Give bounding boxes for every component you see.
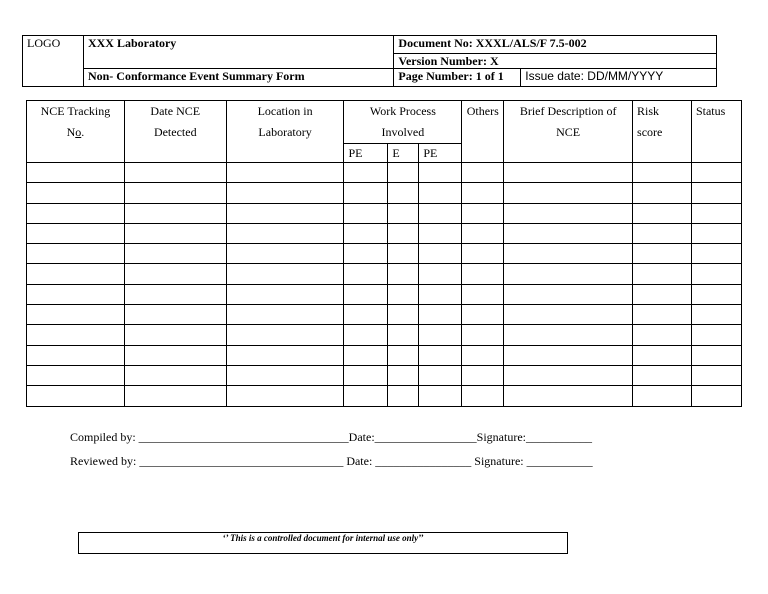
table-cell[interactable] xyxy=(344,163,388,183)
header-brief-description xyxy=(504,101,633,163)
table-cell[interactable] xyxy=(633,284,692,304)
table-cell[interactable] xyxy=(691,325,741,345)
subheader-e: E xyxy=(388,144,419,163)
page-number: Page Number: 1 of 1 xyxy=(394,69,521,87)
table-cell[interactable] xyxy=(504,345,633,365)
header-text: score xyxy=(637,125,663,139)
header-text: Laboratory xyxy=(258,125,312,139)
table-cell[interactable] xyxy=(504,365,633,385)
table-row xyxy=(27,203,742,223)
table-cell[interactable] xyxy=(462,345,504,365)
table-row xyxy=(27,365,742,385)
table-cell[interactable] xyxy=(462,365,504,385)
table-row xyxy=(27,244,742,264)
header-work-process xyxy=(344,101,462,144)
table-cell[interactable] xyxy=(419,365,462,385)
table-cell[interactable] xyxy=(691,386,741,406)
table-cell[interactable] xyxy=(226,223,344,243)
table-cell[interactable] xyxy=(504,264,633,284)
table-cell[interactable] xyxy=(226,305,344,325)
table-cell[interactable] xyxy=(462,223,504,243)
table-body xyxy=(27,163,742,407)
header-text: Date NCE xyxy=(150,104,201,118)
table-cell[interactable] xyxy=(633,386,692,406)
table-cell[interactable] xyxy=(504,305,633,325)
table-cell[interactable] xyxy=(691,163,741,183)
table-cell[interactable] xyxy=(226,203,344,223)
table-row xyxy=(27,264,742,284)
table-cell[interactable] xyxy=(344,325,388,345)
table-cell[interactable] xyxy=(344,284,388,304)
table-cell[interactable] xyxy=(462,203,504,223)
table-cell[interactable] xyxy=(124,325,226,345)
table-cell[interactable] xyxy=(419,223,462,243)
header-nce-tracking-no xyxy=(27,101,125,163)
header-location xyxy=(226,101,344,163)
table-cell[interactable] xyxy=(633,264,692,284)
table-cell[interactable] xyxy=(27,163,125,183)
table-cell[interactable] xyxy=(691,345,741,365)
table-cell[interactable] xyxy=(419,284,462,304)
table-cell[interactable] xyxy=(691,284,741,304)
table-cell[interactable] xyxy=(226,163,344,183)
table-cell[interactable] xyxy=(124,386,226,406)
table-cell[interactable] xyxy=(462,244,504,264)
header-text: Work Process xyxy=(369,104,436,118)
table-row xyxy=(27,305,742,325)
table-cell[interactable] xyxy=(124,244,226,264)
table-cell[interactable] xyxy=(419,203,462,223)
header-text: Location in xyxy=(257,104,313,118)
table-cell[interactable] xyxy=(419,345,462,365)
table-cell[interactable] xyxy=(226,386,344,406)
table-cell[interactable] xyxy=(388,264,419,284)
table-cell[interactable] xyxy=(27,284,125,304)
table-row xyxy=(27,345,742,365)
table-cell[interactable] xyxy=(462,264,504,284)
header-text: Involved xyxy=(381,125,425,139)
table-cell[interactable] xyxy=(691,365,741,385)
reviewed-by-line: Reviewed by: __________________________________ Date: ________________ Signature: ___________ xyxy=(70,454,593,468)
table-cell[interactable] xyxy=(226,325,344,345)
table-cell[interactable] xyxy=(419,244,462,264)
table-cell[interactable] xyxy=(504,203,633,223)
table-cell[interactable] xyxy=(504,244,633,264)
table-cell[interactable] xyxy=(388,386,419,406)
table-cell[interactable] xyxy=(27,305,125,325)
form-title: Non- Conformance Event Summary Form xyxy=(83,69,393,87)
table-cell[interactable] xyxy=(633,345,692,365)
table-cell[interactable] xyxy=(344,305,388,325)
table-cell[interactable] xyxy=(691,244,741,264)
logo-text: LOGO xyxy=(27,36,61,50)
table-cell[interactable] xyxy=(388,345,419,365)
table-cell[interactable] xyxy=(691,203,741,223)
table-cell[interactable] xyxy=(388,223,419,243)
table-cell[interactable] xyxy=(691,305,741,325)
table-cell[interactable] xyxy=(124,345,226,365)
table-cell[interactable] xyxy=(388,365,419,385)
header-text: Detected xyxy=(153,125,197,139)
table-cell[interactable] xyxy=(27,345,125,365)
footer-note-text: ‘’ This is a controlled document for internal use only’’ xyxy=(222,533,424,543)
table-cell[interactable] xyxy=(226,284,344,304)
table-cell[interactable] xyxy=(633,244,692,264)
table-cell[interactable] xyxy=(124,365,226,385)
table-cell[interactable] xyxy=(691,264,741,284)
table-cell[interactable] xyxy=(27,183,125,203)
header-risk-score xyxy=(633,101,692,163)
header-text: NCE Tracking xyxy=(40,104,111,118)
table-cell[interactable] xyxy=(124,223,226,243)
table-cell[interactable] xyxy=(388,244,419,264)
compiled-by-line: Compiled by: ___________________________________Date:_________________Signature:___________ xyxy=(70,430,592,444)
table-cell[interactable] xyxy=(27,203,125,223)
table-cell[interactable] xyxy=(462,305,504,325)
header-others xyxy=(462,101,504,163)
table-cell[interactable] xyxy=(504,163,633,183)
header-text: Brief Description of xyxy=(519,104,617,118)
table-cell[interactable] xyxy=(27,365,125,385)
table-cell[interactable] xyxy=(226,183,344,203)
header-text: No. xyxy=(66,125,85,139)
table-cell[interactable] xyxy=(504,386,633,406)
table-cell[interactable] xyxy=(27,386,125,406)
table-cell[interactable] xyxy=(691,223,741,243)
table-cell[interactable] xyxy=(419,264,462,284)
table-row xyxy=(27,386,742,406)
table-cell[interactable] xyxy=(226,264,344,284)
lab-name: XXX Laboratory xyxy=(83,36,393,69)
table-cell[interactable] xyxy=(633,305,692,325)
table-cell[interactable] xyxy=(27,244,125,264)
table-cell[interactable] xyxy=(462,386,504,406)
table-cell[interactable] xyxy=(462,284,504,304)
nce-summary-table xyxy=(26,100,742,407)
header-status xyxy=(691,101,741,163)
table-cell[interactable] xyxy=(462,183,504,203)
table-row xyxy=(27,325,742,345)
table-cell[interactable] xyxy=(344,244,388,264)
version-number: Version Number: X xyxy=(394,54,717,69)
table-cell[interactable] xyxy=(633,365,692,385)
table-cell[interactable] xyxy=(388,163,419,183)
controlled-document-note xyxy=(78,532,568,554)
table-cell[interactable] xyxy=(388,325,419,345)
table-cell[interactable] xyxy=(124,305,226,325)
header-text: Risk xyxy=(637,104,660,118)
table-cell[interactable] xyxy=(388,284,419,304)
table-cell[interactable] xyxy=(633,203,692,223)
table-row xyxy=(27,163,742,183)
table-cell[interactable] xyxy=(633,183,692,203)
table-cell[interactable] xyxy=(633,325,692,345)
header-text: Status xyxy=(695,104,726,118)
table-cell[interactable] xyxy=(344,345,388,365)
issue-date: Issue date: DD/MM/YYYY xyxy=(521,69,717,87)
subheader-pe-1: PE xyxy=(344,144,388,163)
table-cell[interactable] xyxy=(462,325,504,345)
table-cell[interactable] xyxy=(419,163,462,183)
table-cell[interactable] xyxy=(124,163,226,183)
table-cell[interactable] xyxy=(344,203,388,223)
subheader-pe-2: PE xyxy=(419,144,462,163)
table-cell[interactable] xyxy=(226,244,344,264)
table-cell[interactable] xyxy=(344,365,388,385)
table-cell[interactable] xyxy=(419,386,462,406)
table-cell[interactable] xyxy=(388,203,419,223)
table-cell[interactable] xyxy=(504,183,633,203)
table-cell[interactable] xyxy=(27,325,125,345)
table-row xyxy=(27,183,742,203)
header-date-detected xyxy=(124,101,226,163)
table-cell[interactable] xyxy=(419,183,462,203)
table-cell[interactable] xyxy=(226,345,344,365)
table-row xyxy=(27,223,742,243)
table-cell[interactable] xyxy=(691,183,741,203)
table-cell[interactable] xyxy=(388,183,419,203)
header-text: NCE xyxy=(556,125,581,139)
table-row xyxy=(27,284,742,304)
table-cell[interactable] xyxy=(388,305,419,325)
table-cell[interactable] xyxy=(27,223,125,243)
logo-placeholder xyxy=(23,36,84,87)
table-cell[interactable] xyxy=(124,183,226,203)
document-header xyxy=(22,35,717,87)
table-cell[interactable] xyxy=(344,223,388,243)
table-cell[interactable] xyxy=(419,305,462,325)
table-cell[interactable] xyxy=(504,325,633,345)
table-cell[interactable] xyxy=(344,264,388,284)
table-cell[interactable] xyxy=(124,264,226,284)
table-cell[interactable] xyxy=(344,183,388,203)
table-cell[interactable] xyxy=(27,264,125,284)
table-cell[interactable] xyxy=(124,203,226,223)
table-cell[interactable] xyxy=(633,223,692,243)
header-text: Others xyxy=(466,104,499,118)
table-cell[interactable] xyxy=(124,284,226,304)
table-cell[interactable] xyxy=(633,163,692,183)
table-cell[interactable] xyxy=(226,365,344,385)
table-cell[interactable] xyxy=(504,223,633,243)
table-cell[interactable] xyxy=(419,325,462,345)
table-cell[interactable] xyxy=(504,284,633,304)
table-cell[interactable] xyxy=(462,163,504,183)
table-cell[interactable] xyxy=(344,386,388,406)
document-number: Document No: XXXL/ALS/F 7.5-002 xyxy=(394,36,717,54)
